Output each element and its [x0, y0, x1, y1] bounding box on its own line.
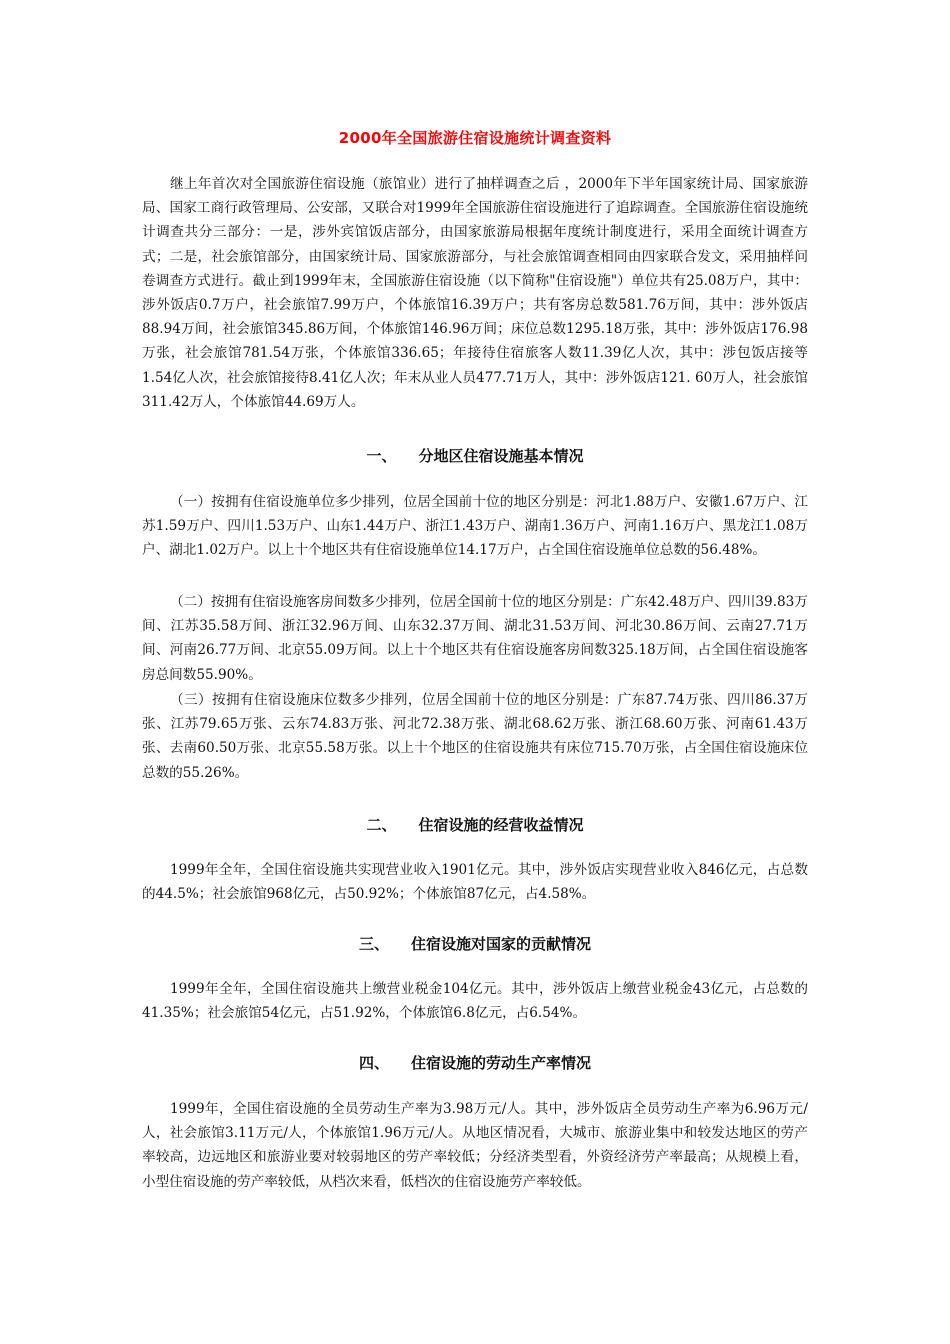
section-4-number: 四、: [358, 1054, 389, 1072]
section-3-paragraph-1: 1999年全年，全国住宿设施共上缴营业税金104亿元。其中，涉外饭店上缴营业税金43亿元，占总数的41.35%；社会旅馆54亿元，占51.92%，个体旅馆6.8亿元，占6.54%。: [142, 981, 808, 1022]
section-2-number: 二、: [366, 816, 397, 834]
section-1-number: 一、: [366, 447, 397, 465]
section-1-title: 分地区住宿设施基本情况: [418, 447, 584, 465]
section-4-title: 住宿设施的劳动生产率情况: [411, 1054, 592, 1072]
section-1-paragraph-3: （三）按拥有住宿设施床位数多少排列，位居全国前十位的地区分别是：广东87.74万张、四川86.37万张、江苏79.65万张、云东74.83万张、河北72.38万张、湖北68.62万张、浙江68.60万张、河南61.43万张、去南60.50万张、北京55.58万张。以上十个地区的住宿设施共有床位715.70万张，占全国住宿设施床位总数的55.26%。: [142, 692, 808, 781]
section-1-paragraph-1: （一）按拥有住宿设施单位多少排列，位居全国前十位的地区分别是：河北1.88万户、安徽1.67万户、江苏1.59万户、四川1.53万户、山东1.44万户、浙江1.43万户、湖南1.36万户、河南1.16万户、黑龙江1.08万户、湖北1.02万户。以上十个地区共有住宿设施单位14.17万户，占全国住宿设施单位总数的56.48%。: [142, 494, 808, 559]
section-3-title: 住宿设施对国家的贡献情况: [411, 935, 592, 953]
section-3-number: 三、: [358, 935, 389, 953]
section-4-heading: [0, 1052, 950, 1073]
section-4-paragraph-1: 1999年，全国住宿设施的全员劳动生产率为3.98万元/人。其中，涉外饭店全员劳动生产率为6.96万元/人，社会旅馆3.11万元/人，个体旅馆1.96万元/人。从地区情况看，大城市、旅游业集中和较发达地区的劳产率较高，边远地区和旅游业要对较弱地区的劳产率较低；分经济类型看，外资经济劳产率最高；从规模上看，小型住宿设施的劳产率较低，从档次来看，低档次的住宿设施劳产率较低。: [142, 1101, 808, 1190]
section-3-heading: [0, 933, 950, 954]
section-1-heading: [0, 445, 950, 466]
section-2-title: 住宿设施的经营收益情况: [418, 816, 584, 834]
section-2-paragraph-1: 1999年全年，全国住宿设施共实现营业收入1901亿元。其中，涉外饭店实现营业收入846亿元，占总数的44.5%；社会旅馆968亿元，占50.92%；个体旅馆87亿元，占4.58%。: [142, 862, 808, 903]
section-1-paragraph-2: （二）按拥有住宿设施客房间数多少排列，位居全国前十位的地区分别是：广东42.48万户、四川39.83万间、江苏35.58万间、浙江32.96万间、山东32.37万间、湖北31.53万间、河北30.86万间、云南27.71万间、河南26.77万间、北京55.09万间。以上十个地区共有住宿设施客房间数325.18万间，占全国住宿设施客房总间数55.90%。: [142, 594, 808, 683]
section-2-heading: [0, 814, 950, 835]
intro-paragraph: 继上年首次对全国旅游住宿设施（旅馆业）进行了抽样调查之后 ，2000年下半年国家统计局、国家旅游局、国家工商行政管理局、公安部，又联合对1999年全国旅游住宿设施进行了追踪调查。全国旅游住宿设施统计调查共分三部分：一是，涉外宾馆饭店部分，由国家旅游局根据年度统计制度进行，采用全面统计调查方式；二是，社会旅馆部分，由国家统计局、国家旅游部分，与社会旅馆调查相同由四家联合发文，采用抽样问卷调查方式进行。截止到1999年末，全国旅游住宿设施（以下简称"住宿设施"）单位共有25.08万户，其中：涉外饭店0.7万户，社会旅馆7.99万户，个体旅馆16.39万户；共有客房总数581.76万间，其中：涉外饭店88.94万间，社会旅馆345.86万间，个体旅馆146.96万间；床位总数1295.18万张，其中：涉外饭店176.98万张，社会旅馆781.54万张，个体旅馆336.65；年接待住宿旅客人数11.39亿人次，其中：涉包饭店接等1.54亿人次，社会旅馆接待8.41亿人次；年末从业人员477.71万人，其中：涉外饭店121. 60万人，社会旅馆311.42万人，个体旅馆44.69万人。: [142, 176, 808, 410]
document-title: 2000年全国旅游住宿设施统计调查资料: [338, 129, 612, 147]
